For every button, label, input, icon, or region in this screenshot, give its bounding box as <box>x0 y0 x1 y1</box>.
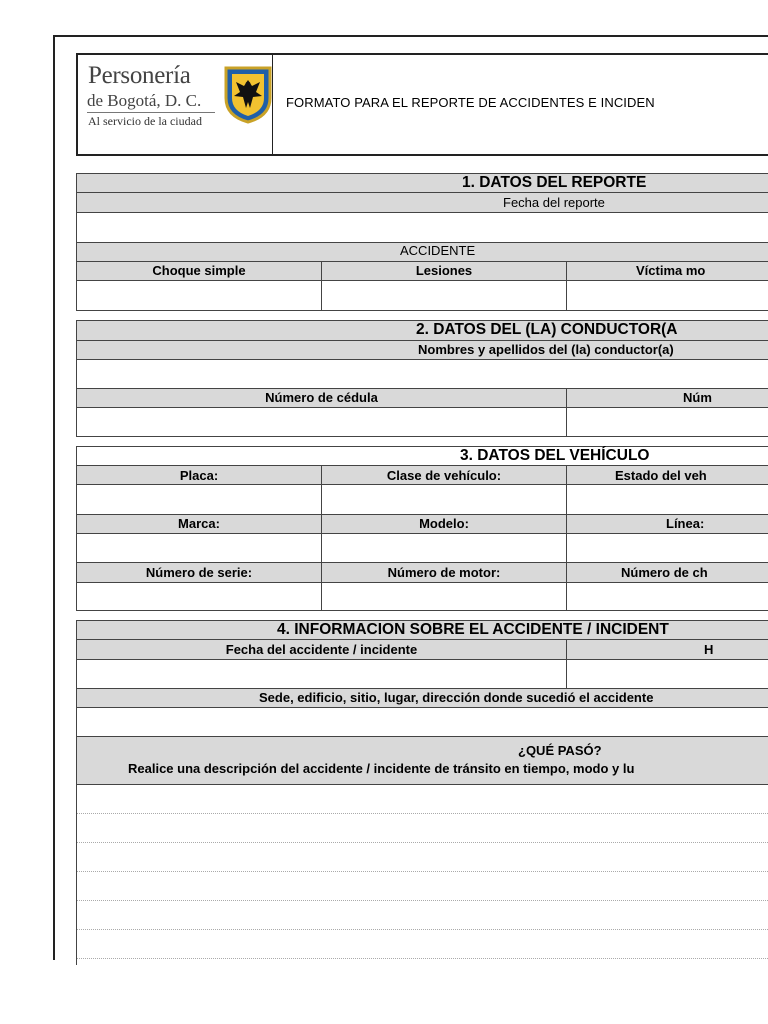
form-title: FORMATO PARA EL REPORTE DE ACCIDENTES E INCIDEN <box>286 95 655 110</box>
numero-label: Núm <box>683 390 712 405</box>
estado-vehiculo-label: Estado del veh <box>615 468 707 483</box>
section-4-title: 4. INFORMACION SOBRE EL ACCIDENTE / INCIDENT <box>277 621 669 638</box>
section-1-title-band <box>77 174 768 192</box>
choque-simple-label: Choque simple <box>152 263 246 278</box>
cedula-field[interactable] <box>77 408 566 437</box>
modelo-field[interactable] <box>322 534 566 562</box>
numero-chasis-label: Número de ch <box>621 565 708 580</box>
placa-label: Placa: <box>179 468 219 483</box>
writing-line <box>77 813 768 814</box>
coat-of-arms-icon <box>222 64 274 124</box>
writing-line <box>77 958 768 959</box>
choque-simple-field[interactable] <box>77 281 321 311</box>
fecha-reporte-field[interactable] <box>77 213 768 242</box>
linea-label: Línea: <box>666 516 705 531</box>
logo-text-bogota: de Bogotá, D. C. <box>87 91 202 110</box>
section-1-title: 1. DATOS DEL REPORTE <box>462 174 647 191</box>
sede-field[interactable] <box>77 708 768 736</box>
clase-vehiculo-field[interactable] <box>322 485 566 514</box>
accidente-label: ACCIDENTE <box>400 243 476 258</box>
nombres-field[interactable] <box>77 360 768 388</box>
writing-line <box>77 871 768 872</box>
modelo-label: Modelo: <box>419 516 469 531</box>
page-border-top <box>53 35 768 37</box>
numero-serie-field[interactable] <box>77 583 321 611</box>
writing-line <box>77 900 768 901</box>
writing-line <box>77 842 768 843</box>
numero-serie-label: Número de serie: <box>145 565 253 580</box>
lesiones-field[interactable] <box>322 281 566 311</box>
fecha-accidente-label: Fecha del accidente / incidente <box>225 642 418 657</box>
lesiones-label: Lesiones <box>415 263 473 278</box>
sede-label: Sede, edificio, sitio, lugar, dirección donde sucedió el accidente <box>259 690 654 705</box>
que-paso-label: ¿QUÉ PASÓ? <box>518 743 602 758</box>
logo-tagline: Al servicio de la ciudad <box>88 114 202 128</box>
logo-text-personeria: Personería <box>88 62 191 89</box>
placa-field[interactable] <box>77 485 321 514</box>
fecha-reporte-label: Fecha del reporte <box>503 195 605 210</box>
victima-label: Víctima mo <box>636 263 706 278</box>
hora-label: H <box>704 642 714 657</box>
section-3-title: 3. DATOS DEL VEHÍCULO <box>460 447 650 464</box>
fecha-reporte-band <box>77 193 768 212</box>
descripcion-instructions: Realice una descripción del accidente / incidente de tránsito en tiempo, modo y lu <box>128 761 635 776</box>
numero-motor-label: Número de motor: <box>387 565 501 580</box>
marca-label: Marca: <box>178 516 220 531</box>
marca-field[interactable] <box>77 534 321 562</box>
nombres-label: Nombres y apellidos del (la) conductor(a) <box>418 342 674 357</box>
page-border-left <box>53 35 55 960</box>
writing-line <box>77 929 768 930</box>
fecha-accidente-field[interactable] <box>77 660 566 688</box>
clase-vehiculo-label: Clase de vehículo: <box>386 468 502 483</box>
cedula-label: Número de cédula <box>265 390 378 405</box>
descripcion-textarea[interactable] <box>77 785 768 960</box>
page-cutoff <box>713 0 768 1024</box>
numero-motor-field[interactable] <box>322 583 566 611</box>
section-2-title: 2. DATOS DEL (LA) CONDUCTOR(A <box>416 321 678 338</box>
logo-rule <box>87 112 215 113</box>
